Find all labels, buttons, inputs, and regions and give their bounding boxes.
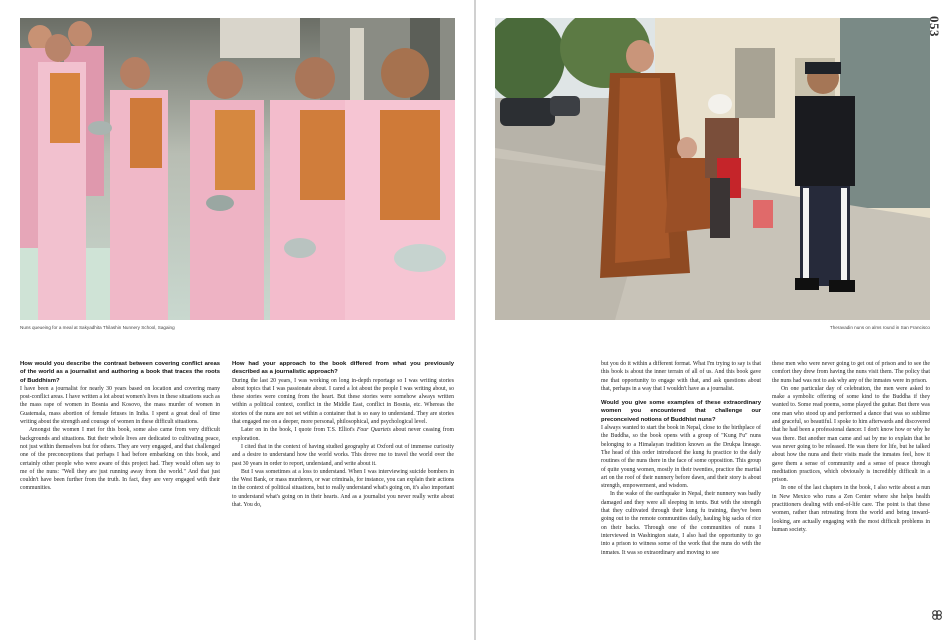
alms-round-illustration [495,18,930,320]
left-page [0,0,474,640]
answer-paragraph: In one of the last chapters in the book, I also write about a nun in New Mexico who runs a Zen Center where she helps health practitioners dealing with end-of-life care. The point is that these women, rather than retreating from the world and being inward-looking, are actually engaging with the most difficult problems in human society. [772,485,930,533]
article-column-4 [772,360,930,534]
answer-text: Later on in the book, I quote from T.S. Elliot's [241,427,357,434]
answer-paragraph: I cited that in the context of having studied geography at Oxford out of immense curiosity and a desire to understand how the world works. This drove me to travel the world over the past 30 years in order to report, understand, and write about it. [232,443,454,467]
interview-question-2: How had your approach to the book differed from what you previously described as a journalistic approach? [232,361,454,376]
right-photo-caption: Theravadin nuns on alms round in San Francisco [829,325,930,330]
nuns-queue-illustration [20,18,455,320]
article-column-1 [20,360,220,493]
article-column-2 [232,360,454,509]
answer-paragraph: In the wake of the earthquake in Nepal, their nunnery was badly damaged and they were all sleeping in tents. But with the strength that they cultivated through their kung fu training, they've been going out to the remote communities daily, hauling big sacks of rice on their backs. Through one of the communities of nuns I interviewed in Washington state, I also had the opportunity to go into a prison to witness some of the work that the nuns do with the inmates. It was so extraordinary and moving to see [601,491,761,556]
page-number: 053 [927,16,942,37]
answer-paragraph: I have been a journalist for nearly 30 years based on location and covering many post-conflict areas. I have written a lot about women's lives in these situations such as the mass rape of women in Bosnia and Kosovo, the mass murder of women in Guatemala, mass abortion of female fetuses in India. I spent a great deal of time writing about the strength and courage of women in these difficult situations. [20,385,220,426]
article-column-3 [601,360,761,557]
interview-question-1: How would you describe the contrast between covering conflict areas of the world as a journalist and authoring a book that traces the roots of Buddhism? [20,361,220,384]
answer-text: about never ceasing from exploration. [232,427,454,442]
answer-paragraph: But I was sometimes at a loss to understand. When I was interviewing suicide bombers in the West Bank, or mass murderers, or war criminals, for instance, you can explain their actions in the context of political situations, but to really understand what's going on, it's also important to understand what's going on in their hearts. And as a journalist you never really write about that. You do, [232,468,454,509]
interview-question-3: Would you give some examples of these extraordinary women you encountered that challenge our preconceived notions of Buddhist nuns? [601,400,761,423]
interlocking-rings-logo-icon [932,610,942,620]
nuns-queue-photo [20,18,455,320]
book-title: Four Quartets [356,427,391,434]
right-page [476,0,950,640]
answer-paragraph: During the last 20 years, I was working on long in-depth reportage so I was writing stories about topics that I was passionate about. I cared a lot about the people I was writing about, so these stories were coming from the heart. But these stories were somehow always written within a political context, conflict in the Middle East, conflict in Bosnia, etc. Whereas the stories of the nuns are not set within a container that is so easy to understand. They are stories that engaged me on a deeper, more personal, philosophical, and psychological level. [232,377,454,426]
answer-paragraph: but you do it within a different format. What I'm trying to say is that this book is about the inner terrain of all of us. And this book gave me that opportunity to engage with that, and ask questions about that, perhaps in a way that I wouldn't have as a journalist. [601,361,761,392]
answer-paragraph: On one particular day of celebration, the men were asked to make a symbolic offering of some kind to the Buddha if they wanted to. Some read poems, some played the guitar. But there was one man who stood up and performed a dance that was so sublime and graceful, so beautiful. I spoke to him afterwards and discovered that he had been a professional dancer. I don't know how or why he was there. But another man came and sat by me to explain that he was never going to be released. He was there for life, but he talked about how the nuns and their visits made the inmates feel, how it gave them a sense of community and a sense of peace through meditation practices, which obviously is incredibly difficult in a prison. [772,385,930,484]
answer-paragraph: these men who were never going to get out of prison and to see the comfort they drew from having the nuns visit them. The policy that the nuns had was not to ask why any of the inmates were in prison. [772,361,930,384]
answer-paragraph [232,426,454,443]
alms-round-photo [495,18,930,320]
answer-paragraph: Amongst the women I met for this book, some also came from very difficult backgrounds and situations. But their whole lives are dedicated to cultivating peace, not just within themselves but for others. They are very engaged, and that challenged one of the preconceptions that perhaps I had before embarking on this book, and certainly other people who were aware of this project had. They would often say to me of the nuns: "Well they are just running away from the world." And that just couldn't have been further from the truth. In fact, they are very engaged with their communities. [20,427,220,492]
left-photo-caption: Nuns queueing for a meal at Sakyadhita Thilashin Nunnery School, Sagaing [20,325,175,330]
answer-paragraph: I always wanted to start the book in Nepal, close to the birthplace of the Buddha, so the book opens with a group of "Kung Fu" nuns belonging to a Himalayan tradition known as the Drukpa lineage. The head of this order introduced the kung fu practice to the daily routines of the nuns there in the face of some opposition. This group of quite young women, mostly in their twenties, practice the martial art on the roof of their nunnery before dawn, and their story is about strength, empowerment, and wisdom. [601,425,761,490]
